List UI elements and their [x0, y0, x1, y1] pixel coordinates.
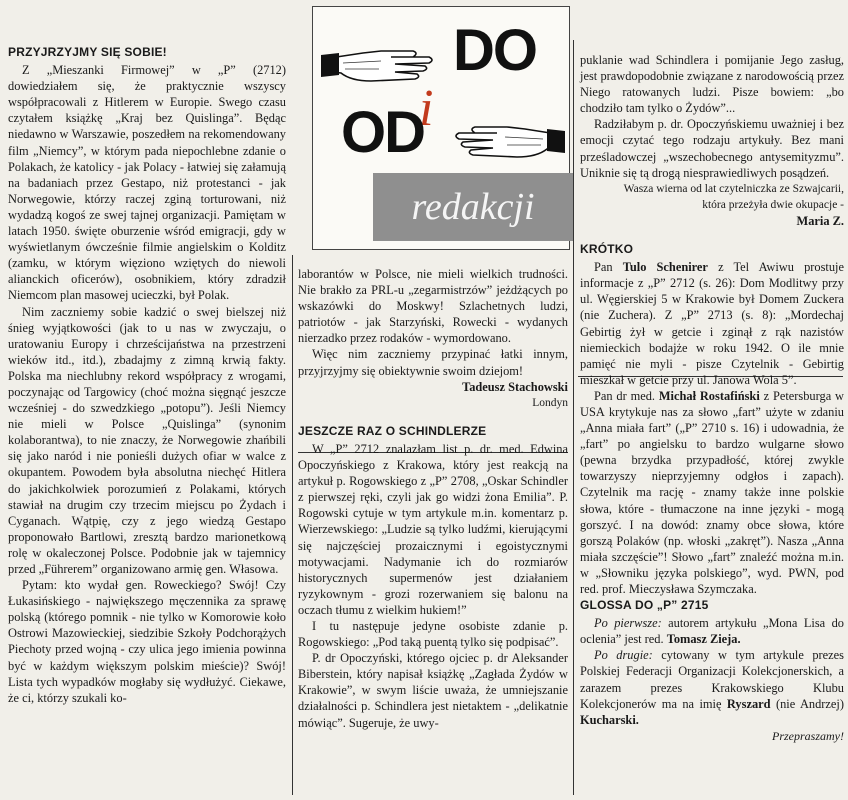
logo-do: DO	[453, 18, 536, 83]
article-title-przyjrzyjmy: PRZYJRZYJMY SIĘ SOBIE!	[8, 45, 167, 59]
column-left	[8, 44, 286, 706]
paragraph: Po pierwsze: autorem artykułu „Mona Lisa do oclenia” jest red. Tomasz Zieja.	[580, 616, 844, 647]
section-title-krotko: KRÓTKO	[580, 242, 634, 257]
column-middle	[298, 266, 568, 731]
paragraph: Z „Mieszanki Firmowej” w „P” (2712) dowiedziałem się, że praktycznie wszyscy współpracowali z Hitlerem w Europie. Swego czasu czytałem książkę „Kraj bez Quislinga”. Będąc niedawno w Warszawie, poszedłem na rekomendowany film „Niemcy”, w którym pada niepochlebne zdanie o Polakach, że katolicy - jak Polacy - łatwiej się załamują na badaniach przez Gestapo, niż protestanci - jak Norwegowie, którzy raczej zginą torturowani, niż wydadzą kogoś ze swej tajnej organizacji. Pamiętam w latach 1950. święte oburzenie wśród emigracji, gdy w wyświetlanym ówcześnie filmie angielskim o Kolditz (zamku, w którym więziono wziętych do niewoli alianckich oficerów), osobnikiem, który zdradził Niemcom plan masowej ucieczki, był Polak.	[8, 63, 286, 303]
signature-name: Tadeusz Stachowski	[462, 379, 568, 394]
signature-name: Maria Z.	[796, 213, 844, 228]
article-title-schindler: JESZCZE RAZ O SCHINDLERZE	[298, 423, 487, 438]
pointing-hand-left-icon	[445, 115, 565, 163]
person-name: Tulo Schenirer	[622, 260, 708, 275]
paragraph: Nim zaczniemy sobie kadzić o swej bielszej niż śnieg wyjątkowości (jak to u nas w zwyczaju, o uratowaniu Europy i chrześcijaństwa na przestrzeni wieków itd., itd.), zbadajmy z zimną krwią fakty. Polska ma niechlubny rekord współpracy z wrogami, poczynając od Targowicy (choć można sięgnąć jeszcze wcześniej - do szwedzkiego „potopu”). Jeśli Niemcy nie mieli w Polsce „Quislinga” (synonim kolaborantwa), to nie znaczy, że Norwegowie zhańbili się jako naród i nie ponieśli dużych ofiar w walce z okupantem. Powodem była absolutna niechęć Hitlera do jakichkolwiek porozumień z Polakami, których stawiał na drugim czy trzecim miejscu po Żydach i Cyganach. Wątpię, czy z jego wiedzą Gestapo proponowało Bartlowi, zresztą bardzo marionetkową rolę w okaleczonej Polsce. Podobnie jak w tajemnicy przed „Führerem” organizowano armię gen. Własowa.	[8, 304, 286, 576]
paragraph: Więc nim zaczniemy przypinać łatki innym, przyjrzyjmy się obiektywnie swoim dziejom!	[298, 347, 568, 378]
signature-line: która przeżyła dwie okupacje -	[702, 198, 844, 211]
signature-line: Wasza wierna od lat czytelniczka ze Szwajcarii,	[623, 182, 844, 195]
column-right	[580, 52, 844, 744]
person-name: Tomasz Zieja.	[666, 632, 741, 647]
section-title-glossa: GLOSSA DO „P” 2715	[580, 598, 709, 613]
paragraph: laborantów w Polsce, nie mieli wielkich trudności. Nie brakło za PRL-u „zegarmistrzów” jeżdżących po wskazówki do Moskwy! Szlachetnych ludzi, patriotów - jak Starzyński, Rowecki - wydanych nierzadko przez rodaków - wymordowano.	[298, 267, 568, 346]
paragraph: Radziłabym p. dr. Opoczyńskiemu uważniej i bez emocji czytać tego rodzaju artykuły. Bez mani prześladowczej „wszechobecnego antysemityzmu”. Uniknie się tą drogą niesprawiedliwych posądzeń.	[580, 117, 844, 180]
signature-city: Londyn	[532, 396, 568, 409]
do-i-od-redakcji-logo	[312, 6, 570, 250]
logo-redakcji: redakcji	[411, 186, 535, 228]
column-divider-left	[292, 255, 293, 795]
column-divider-right	[573, 40, 574, 795]
paragraph: Po drugie: cytowany w tym artykule prezes Polskiej Federacji Organizacji Kolekcjonerskich, a zarazem prezes Krakowskiego Klubu Kolekcjonerów ma na imię Ryszard (nie Andrzej) Kucharski.	[580, 648, 844, 727]
paragraph: W „P” 2712 znalazłam list p. dr. med. Edwina Opoczyńskiego z Krakowa, który jest reakcją na artykuł p. Rogowskiego z „P” 2708, „Oskar Schindler z pierwszej ręki, czyli jak go widzi żona Emilia”. P. Rogowski cytuje w tym artykule m.in. komentarz p. Wierzewskiego: „Ludzie są tylko ludźmi, kierującymi się najczęściej prozaicznymi i egoistycznymi motywacjami. Nadymanie ich do rozmiarów historycznych supermenów jest działaniem ryzykownym - grozi rozerwaniem się balonu na oczach tłumu z wielkim hukiem!”	[298, 441, 568, 617]
paragraph: Pytam: kto wydał gen. Roweckiego? Swój! Czy Łukasińskiego - największego męczennika za sprawę polską (którego pomnik - nie tylko w Komorowie koło Ostrowi Mazowieckiej, siedzibie Szkoły Podchorążych Piechoty przed wojną - czy ulica jego imienia powinna być w każdym większym polskim mieście)? Swój! Lista tych wypadków mogłaby się wydłużyć. Ciekawe, że ci, którzy szukali ko-	[8, 578, 286, 705]
paragraph: Pan Tulo Schenirer z Tel Awiwu prostuje informacje z „P” 2712 (s. 26): Dom Modlitwy przy ul. Węgierskiej 5 w Krakowie był Domem Zuckera (nie Zuchera). Z „P” 2713 (s. 8): „Mordechaj Gebirtig żył w getcie i zginął z rąk nazistów niemieckich bodajże w roku 1942. O ile mnie pamięć nie myli - pisze Czytelnik - Gebirtig mieszkał w getcie przy ul. Janowa Wola 5”.	[580, 260, 844, 387]
logo-od: OD	[341, 100, 424, 165]
paragraph: P. dr Opoczyński, którego ojciec p. dr Aleksander Biberstein, który napisał książkę „Zagłada Żydów w Krakowie”, w swym liście uważa, że umniejszanie działalności p. Schindlera jest nietaktem - „delikatnie mówiąc”. Sugeruje, że uwy-	[298, 651, 568, 730]
apology-note: Przepraszamy!	[772, 728, 844, 743]
paragraph: puklanie wad Schindlera i pomijanie Jego zasług, jest prawdopodobnie związane z narodowością przez Niego ratowanych ludzi. Pisze bowiem: „bo chodziło tam tylko o Żydów”...	[580, 53, 844, 116]
paragraph: I tu następuje jedyne osobiste zdanie p. Rogowskiego: „Pod taką puentą tylko się podpisać”.	[298, 618, 568, 650]
logo-i: i	[419, 80, 434, 137]
paragraph: Pan dr med. Michał Rostafiński z Petersburga w USA krytykuje nas za słowo „fart” użyte w zdaniu „Anna miała fart” („P” 2710 s. 16) i udowadnia, że „fart” po angielsku to bardzo wulgarne słowo (pewna brzydka przypadłość, której zwykle towarzyszy nieprzyjemny odgłos i zapach). Czytelnik ma rację - znamy także inne polskie słowa, które - tłumaczone na inne języki - mogą gorszyć. I na dowód: znamy obce słowa, które gorszą Polaków (np. włoski „zakręt”). Nasza „Anna miała szczęście”! Słowo „fart” znaleźć można m.in. w „Słowniku języka polskiego”, wyd. PWN, pod red. prof. Mieczysława Szymczaka.	[580, 388, 844, 596]
person-name: Michał Rostafiński	[658, 388, 760, 403]
